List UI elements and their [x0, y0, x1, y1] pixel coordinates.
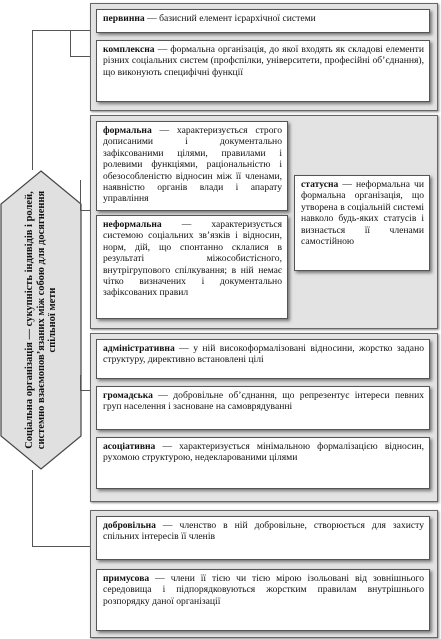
central-concept-label [24, 177, 59, 463]
item-pervynna [96, 9, 430, 33]
connector-group-3-stub [80, 375, 81, 391]
item-administratyvna [96, 339, 430, 379]
item-term: комплексна [103, 44, 155, 55]
connector-group-2 [80, 210, 90, 211]
item-text: — характеризується мінімальною формалізацією відносин, рухомою структурою, недекларованими цілями [103, 441, 424, 464]
connector-trunk-bottom [32, 470, 33, 546]
connector-group-2-stub [80, 180, 81, 211]
item-term: неформальна [103, 219, 162, 230]
connector-group-3 [80, 390, 90, 391]
item-term: примусова [103, 573, 150, 584]
item-text: — формальна організація, до якої входять як складові елементи різних соціальних систем (профспілки, університети, професійні об’єднання), що виконують специфічні функції [103, 44, 424, 78]
item-term: формальна [103, 125, 152, 136]
central-term: Соціальна організація [23, 342, 35, 449]
central-concept-shape [0, 170, 82, 470]
connector-vertical-right-1 [70, 30, 71, 57]
item-text: — членство в ній добровільне, створюється для захисту спільних інтересів її членів [103, 520, 424, 543]
item-formalna [96, 121, 288, 211]
item-text: — члени її тією чи тією мірою ізольовані від зовнішнього середовища і підпорядковуються жорстким правилам внутрішнього розпорядку даної організації [103, 573, 424, 607]
item-prymusova [96, 569, 430, 631]
item-text: — добровільне об’єднання, що репрезентує інтереси певних груп населення і засноване на самоврядуванні [103, 390, 424, 413]
item-term: статусна [301, 179, 339, 190]
item-text: — у ній високоформалізовані відносини, жорстко задано структуру, директивно встановлені цілі [103, 343, 424, 366]
connector-bottom [32, 546, 90, 547]
item-text: — неформальна чи формальна організація, що утворена в соціальній системі навколо будь-яких статусів і визнається її членами самостійною [301, 179, 424, 248]
item-text: — базисний елемент ієрархічної системи [144, 13, 316, 24]
item-term: асоціативна [103, 441, 156, 452]
item-hromadska [96, 386, 430, 430]
item-asotsiatyvna [96, 437, 430, 489]
connector-trunk [32, 30, 33, 170]
item-term: громадська [103, 390, 153, 401]
item-kompleksna [96, 40, 430, 102]
item-term: первинна [103, 13, 145, 24]
item-neformalna [96, 215, 288, 319]
item-term: добровільна [103, 520, 156, 531]
central-definition: — сукупність індивідів і ролей, системно взаємопов’язаних між собою для досягнення спільної мети [23, 190, 58, 450]
connector-group-1 [70, 56, 90, 57]
item-text: — характеризується системою соціальних зв’язків і відносин, норм, дій, що спонтанно склалися в результаті міжособистісного, внутрігрупового спілкування; в ній немає чітко визначених і документально зафіксованих правил [103, 219, 282, 299]
item-text: — характеризується строго дописаними і документально зафіксованими цілями, правилами і ролевими функціями, раціональністю і обезособленістю відносин між її членами, наявністю органів влади і апарату управління [103, 125, 282, 205]
item-statusna [294, 175, 430, 271]
connector-top [32, 30, 90, 31]
item-term: адміністративна [103, 343, 175, 354]
item-dobrovilna [96, 516, 430, 560]
